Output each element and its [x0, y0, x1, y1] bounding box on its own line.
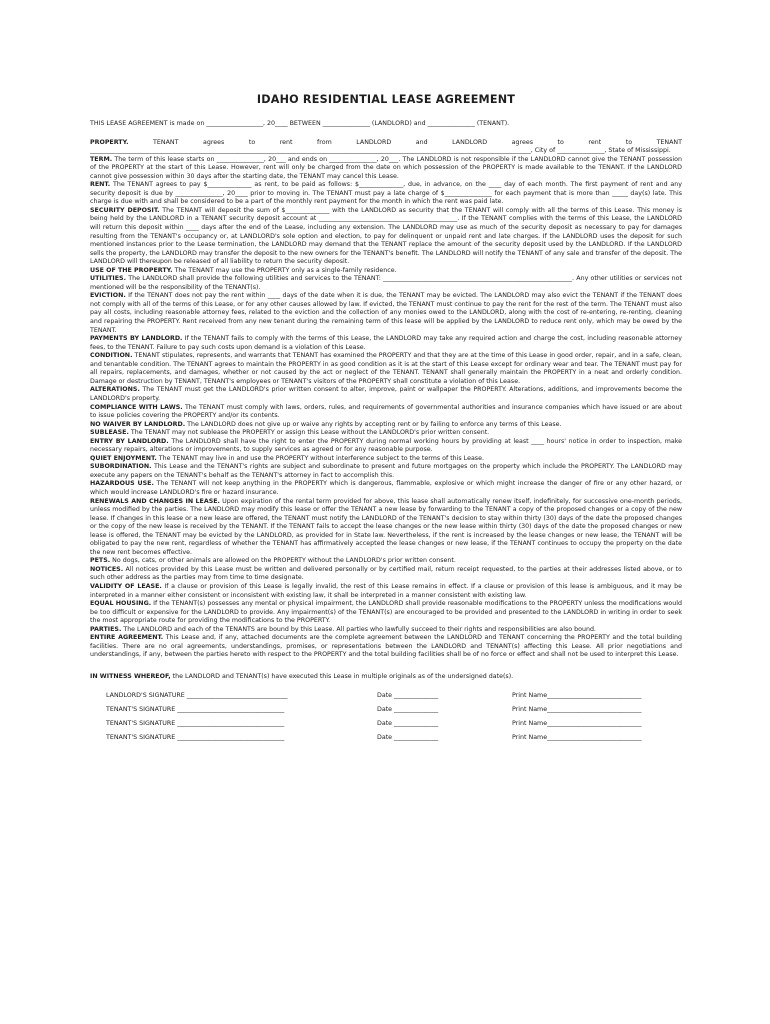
clause-text: No dogs, cats, or other animals are allowed on the PROPERTY without the LANDLORD's prior written consent.	[110, 557, 456, 565]
clause-text: If the TENANT(s) possesses any mental or physical impairment, the LANDLORD shall provide reasonable modifications to the PROPERTY unless the modifications would be too difficult or expensive for the LANDLORD to provide. Any impairment(s) of the TENANT(s) are encouraged to be provided and presented to the LANDLORD in writing in order to seek the most appropriate route for providing the modifications to the PROPERTY.	[90, 600, 682, 625]
clause-entry-by-landlord	[90, 438, 682, 455]
clause-heading: EVICTION.	[90, 292, 126, 300]
clause-heading: UTILITIES.	[90, 275, 126, 283]
clause-quiet-enjoyment	[90, 455, 682, 464]
clause-condition	[90, 352, 682, 386]
witness-statement	[90, 673, 682, 682]
clause-security-deposit	[90, 207, 682, 267]
tenant-print-name-line[interactable]: Print Name______________________________	[512, 705, 642, 713]
clause-text: This Lease and, if any, attached documents are the complete agreement between the LANDLORD and TENANT concerning the PROPERTY and the total building facilities. There are no oral agreements, understandings, promises, or representations between the LANDLORD and TENANT(s) affecting this Lease. All prior negotiations and understandings, if any, between the parties hereto with respect to the PROPERTY and the total building facilities shall be of no force or effect and shall not be used to interpret this Lease.	[90, 634, 682, 659]
tenant-signature-line[interactable]: TENANT'S SIGNATURE __________________________________	[106, 733, 285, 741]
clause-heading: HAZARDOUS USE.	[90, 480, 154, 488]
tenant-print-name-line[interactable]: Print Name______________________________	[512, 733, 642, 741]
lease-document	[90, 93, 682, 752]
clause-property	[90, 139, 682, 156]
clause-text: The LANDLORD and each of the TENANTS are bound by this Lease. All parties who lawfully succeed to their rights and responsibilities are also bound.	[121, 625, 596, 633]
clause-heading: ENTIRE AGREEMENT.	[90, 634, 164, 642]
clause-heading: VALIDITY OF LEASE.	[90, 582, 162, 590]
clause-text: All notices provided by this Lease must be written and delivered personally or by certified mail, return receipt requested, to the parties at their addresses listed above, or to such other address as the parties may from time to time designate.	[90, 565, 682, 582]
clause-text: The LANDLORD does not give up or waive any rights by accepting rent or by failing to enforce any terms of this Lease.	[185, 420, 562, 428]
clause-entire-agreement	[90, 634, 682, 660]
clause-heading: NOTICES.	[90, 565, 124, 573]
clause-text: The LANDLORD shall provide the following utilities and services to the TENANT: ____________________________________________________________. Any other utilities or services not mentioned will be the responsibility of the TENANT(s).	[90, 275, 682, 291]
witness-text: the LANDLORD and TENANT(s) have executed this Lease in multiple originals as of the undersigned date(s).	[170, 672, 514, 680]
clause-compliance-with-laws	[90, 404, 682, 421]
clause-heading: TERM.	[90, 155, 113, 163]
tenant-signature-line[interactable]: TENANT'S SIGNATURE __________________________________	[106, 719, 285, 727]
clause-heading: CONDITION.	[90, 352, 133, 360]
clause-text: The TENANT may use the PROPERTY only as a single-family residence.	[172, 266, 397, 274]
document-title: IDAHO RESIDENTIAL LEASE AGREEMENT	[256, 93, 516, 106]
clause-heading: NO WAIVER BY LANDLORD.	[90, 420, 186, 428]
tenant-date-line[interactable]: Date ______________	[377, 705, 439, 713]
tenant-signature-row	[90, 706, 682, 715]
clause-text: If the TENANT does not pay the rent within ____ days of the date when it is due, the TENANT may be evicted. The LANDLORD may also evict the TENANT if the TENANT does not comply with all of the terms of this Lease, or for any other causes allowed by law. If evicted, the TENANT must continue to pay the rent for the rest of the term. The TENANT must also pay all costs, including reasonable attorney fees, related to the eviction and the collection of any monies owed to the LANDLORD, along with the cost of re-entering, re-renting, cleaning and repairing the PROPERTY. Rent received from any new tenant during the remaining term of this lease will be applied by the LANDLORD to reduce rent only, which may be owed by the TENANT.	[90, 292, 682, 334]
clause-notices	[90, 566, 682, 583]
clause-heading: QUIET ENJOYMENT.	[90, 454, 157, 462]
clause-rent	[90, 181, 682, 207]
clause-text: If a clause or provision of this Lease is legally invalid, the rest of this Lease remains in effect. If a clause or provision of this lease is ambiguous, and it may be interpreted in a manner either consistent or inconsistent with existing law, it shall be interpreted in a manner consistent with existing law.	[90, 582, 682, 599]
document-body	[90, 120, 682, 660]
landlord-date-line[interactable]: Date ______________	[377, 691, 439, 699]
clause-sublease	[90, 429, 682, 438]
clause-heading: USE OF THE PROPERTY.	[90, 266, 173, 274]
clause-text: TENANT agrees to rent from LANDLORD and LANDLORD agrees to rent to TENANT ____________________________________________________________________________________________________________________________________________, City of _______________, State of Mississippi.	[90, 138, 682, 155]
clause-utilities	[90, 275, 682, 292]
clause-subordination	[90, 463, 682, 480]
clause-heading: SUBORDINATION.	[90, 463, 152, 471]
clause-text: The TENANT may live in and use the PROPERTY without interference subject to the terms of this Lease.	[156, 454, 484, 462]
clause-heading: PROPERTY.	[90, 138, 129, 146]
intro-paragraph: THIS LEASE AGREEMENT is made on __________________, 20____ BETWEEN _______________ (LANDLORD) and _______________ (TENANT).	[90, 120, 510, 127]
clause-text: The TENANT must get the LANDLORD's prior written consent to alter, improve, paint or wallpaper the PROPERTY. Alterations, additions, and improvements become the LANDLORD's property.	[90, 386, 682, 402]
clause-pets	[90, 557, 682, 566]
clause-heading: PARTIES.	[90, 625, 122, 633]
clause-hazardous-use	[90, 480, 682, 497]
tenant-date-line[interactable]: Date ______________	[377, 719, 439, 727]
tenant-signature-line[interactable]: TENANT'S SIGNATURE __________________________________	[106, 705, 285, 713]
clause-heading: SUBLEASE.	[90, 429, 129, 437]
clause-heading: SECURITY DEPOSIT.	[90, 206, 160, 214]
clause-text: If the TENANT fails to comply with the terms of this Lease, the LANDLORD may take any required action and charge the cost, including reasonable attorney fees, to the TENANT. Failure to pay such costs upon demand is a violation of this Lease.	[90, 335, 682, 351]
clause-no-waiver	[90, 421, 682, 430]
clause-term	[90, 156, 682, 182]
clause-alterations	[90, 386, 682, 403]
witness-heading: IN WITNESS WHEREOF,	[90, 672, 171, 680]
clause-text: TENANT stipulates, represents, and warrants that TENANT has examined the PROPERTY and that they are at the time of this Lease in good order, repair, and in a safe, clean, and tenantable condition. The TENANT agrees to maintain the PROPERTY in as good condition as it is at the start of this Lease except for ordinary wear and tear. The TENANT must pay for all repairs, replacements, and damages, whether or not caused by the act or neglect of the TENANT. TENANT shall generally maintain the PROPERTY in a neat and orderly condition. Damage or destruction by TENANT, TENANT's employees or TENANT's visitors of the PROPERTY shall constitute a violation of this Lease.	[90, 352, 682, 385]
tenant-print-name-line[interactable]: Print Name______________________________	[512, 719, 642, 727]
clause-equal-housing	[90, 600, 682, 626]
landlord-print-name-line[interactable]: Print Name______________________________	[512, 691, 642, 699]
clause-heading: ENTRY BY LANDLORD.	[90, 437, 169, 445]
clause-parties	[90, 626, 682, 635]
clause-text: The LANDLORD shall have the right to enter the PROPERTY during normal working hours by providing at least ____ hours' notice in order to inspection, make necessary repairs, alterations or improvements, to supply services as agreed or for any reasonable purpose.	[90, 437, 683, 454]
clause-heading: COMPLIANCE WITH LAWS.	[90, 403, 183, 411]
tenant-signature-row	[90, 720, 682, 729]
clause-text: Upon expiration of the rental term provided for above, this lease shall automatically renew itself, indefinitely, for successive one-month periods, unless modified by the parties. The LANDLORD may modify this lease or offer the TENANT a new lease by forwarding to the TENANT a copy of the proposed changes or a copy of the new lease. If changes in this lease or a new lease are offered, the TENANT must notify the LANDLORD of the TENANT's decision to stay within thirty (30) days of the date the proposed changes or the copy of the new lease is received by the TENANT. If the TENANT fails to accept the lease changes or the new lease within thirty (30) days of the date the proposed changes or new lease is offered, the TENANT may be evicted by the LANDLORD, as provided for in State law. Nevertheless, if the rent is increased by the lease changes or new lease, the TENANT will be obligated to pay the new rent, regardless of whether the TENANT has affirmatively accepted the lease changes or new lease, if the TENANT continues to occupy the property on the date the new rent becomes effective.	[90, 497, 682, 556]
clause-heading: RENEWALS AND CHANGES IN LEASE.	[90, 497, 220, 505]
tenant-signature-row	[90, 734, 682, 743]
clause-renewals-and-changes	[90, 498, 682, 558]
clause-eviction	[90, 292, 682, 335]
clause-text: The TENANT will not keep anything in the PROPERTY which is dangerous, flammable, explosive or which might increase the danger of fire or any other hazard, or which would increase LANDLORD's fire or hazard insurance.	[90, 480, 682, 496]
clause-heading: PETS.	[90, 557, 111, 565]
landlord-signature-line[interactable]: LANDLORD'S SIGNATURE ________________________________	[106, 691, 288, 699]
clause-text: The TENANT agrees to pay $______________ as rent, to be paid as follows: $______________, due, in advance, on the ____ day of each month. The first payment of rent and any security deposit is due by _______________, 20____ prior to moving in. The TENANT must pay a late charge of $_______________ for each payment that is more than _____ day(s) late. This charge is due with and shall be considered to be a part of the monthly rent payment for the month in which the rent was paid late.	[90, 181, 682, 206]
clause-heading: PAYMENTS BY LANDLORD.	[90, 335, 183, 343]
clause-text: This Lease and the TENANT's rights are subject and subordinate to present and future mortgages on the property which include the PROPERTY. The LANDLORD may execute any papers on the TENANT's behalf as the TENANT's attorney in fact to accomplish this.	[90, 463, 682, 479]
clause-text: The TENANT must comply with laws, orders, rules, and requirements of governmental authorities and insurance companies which have issued or are about to issue policies covering the PROPERTY and/or its contents.	[90, 403, 682, 420]
clause-heading: EQUAL HOUSING.	[90, 600, 152, 608]
clause-use-of-property	[90, 267, 682, 276]
clause-payments-by-landlord	[90, 335, 682, 352]
clause-heading: ALTERATIONS.	[90, 386, 140, 394]
clause-text: The TENANT may not sublease the PROPERTY or assign this Lease without the LANDLORD's prior written consent.	[128, 429, 490, 437]
clause-validity-of-lease	[90, 583, 682, 600]
signature-block	[90, 692, 682, 752]
landlord-signature-row	[90, 692, 682, 701]
clause-heading: RENT.	[90, 181, 111, 189]
clause-text: The TENANT will deposit the sum of $______________ with the LANDLORD as security that the TENANT will comply with all the terms of this Lease. This money is being held by the LANDLORD in a TENANT security deposit account at ____________________________________________. If the TENANT complies with the terms of this Lease, the LANDLORD will return this deposit within ____ days after the end of the Lease, including any extension. The LANDLORD may use as much of the security deposit as necessary to pay for damages resulting from the TENANT's occupancy or, at LANDLORD's sole option and election, to pay for delinquent or unpaid rent and late charges. If the LANDLORD uses the deposit for such mentioned instances prior to the Lease termination, the LANDLORD may demand that the TENANT replace the amount of the security deposit used by the LANDLORD. If the LANDLORD sells the property, the LANDLORD may transfer the deposit to the new owners for the TENANT's benefit. The LANDLORD will notify the TENANT of any sale and transfer of the deposit. The LANDLORD will thereupon be released of all liability to return the security deposit.	[90, 206, 682, 266]
tenant-date-line[interactable]: Date ______________	[377, 733, 439, 741]
clause-text: The term of this lease starts on _______________, 20___ and ends on _______________, 20___. The LANDLORD is not responsible if the LANDLORD cannot give the TENANT possession of the PROPERTY at the start of this Lease. However, rent will only be charged from the date on which possession of the PROPERTY is made available to the TENANT. If the LANDLORD cannot give possession within 30 days after the starting date, the TENANT may cancel this Lease.	[90, 155, 682, 180]
